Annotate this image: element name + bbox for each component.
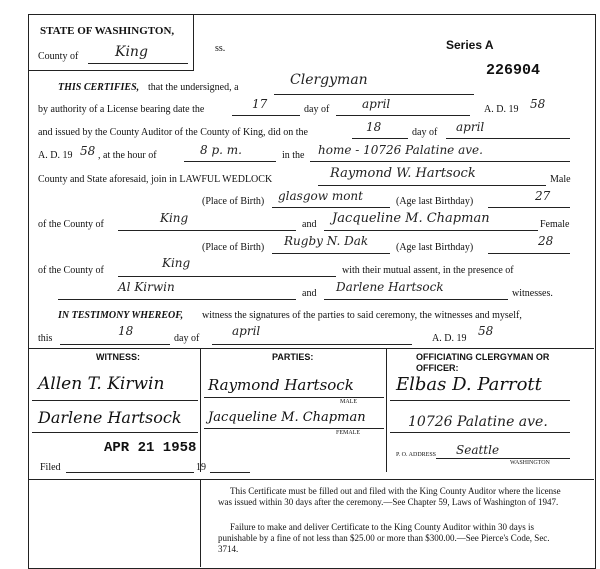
bride-birthplace-line [272, 253, 390, 254]
bride-age-label: (Age last Birthday) [396, 242, 474, 253]
ss-label: ss. [215, 43, 226, 54]
issued-month: april [456, 120, 485, 134]
officiant-title-line [274, 94, 474, 95]
party-sig1-line [204, 397, 384, 398]
party-signature-2: Jacqueline M. Chapman [208, 410, 366, 425]
day-of-label: day of [304, 104, 330, 115]
bride-county-label: of the County of [38, 265, 104, 276]
officiant-address-line [390, 432, 570, 433]
this-day: 18 [118, 324, 134, 338]
place-line [310, 161, 570, 162]
testimony-lead: IN TESTIMONY WHEREOF, [58, 310, 184, 321]
this-month: april [232, 324, 261, 338]
col-divider-1 [200, 348, 201, 472]
this-day-line [60, 344, 170, 345]
issued-day: 18 [366, 120, 382, 134]
parties-header: PARTIES: [272, 352, 314, 362]
ad2-label: A. D. 19 [38, 150, 73, 161]
male-sig-label: MALE [340, 399, 357, 405]
license-month-line [336, 115, 470, 116]
state-label: STATE OF WASHINGTON, [40, 25, 175, 37]
issued-month-line [446, 138, 570, 139]
issued-text: and issued by the County Auditor of the County of King, did on the [38, 127, 308, 138]
witness2-name: Darlene Hartsock [336, 280, 444, 294]
county-label: County of [38, 51, 79, 62]
witness-sig1-line [32, 400, 198, 401]
officiant-sig-line [390, 400, 570, 401]
footer-note-2: Failure to make and deliver Certificate to the King County Auditor within 30 days is punishable by a fine of not less than $25.00 or more than $300.00.—See Pierce's Code, Sec. 3714. [218, 522, 550, 554]
bride-county: King [162, 256, 191, 270]
in-the-label: in the [282, 150, 305, 161]
issued-day-of: day of [412, 127, 438, 138]
license-month: april [362, 97, 391, 111]
this-month-line [212, 344, 412, 345]
officiant-header: OFFICIATING CLERGYMAN OR OFFICER: [416, 352, 550, 373]
witness-signature-1: Allen T. Kirwin [38, 374, 165, 394]
groom-county-label: of the County of [38, 219, 104, 230]
groom-name-line [318, 185, 546, 186]
bride-name: Jacqueline M. Chapman [332, 211, 490, 226]
and-label: and [302, 219, 317, 230]
groom-name: Raymond W. Hartsock [330, 166, 476, 181]
male-label: Male [550, 174, 571, 185]
testimony-rest: witness the signatures of the parties to said ceremony, the witnesses and myself, [202, 310, 522, 321]
bride-county-line [118, 276, 336, 277]
county-line [88, 63, 188, 64]
ad-label: A. D. 19 [484, 104, 519, 115]
this-year: 58 [478, 324, 494, 338]
witness-header: WITNESS: [96, 352, 140, 362]
groom-county: King [160, 211, 189, 225]
ad3-label: A. D. 19 [432, 333, 467, 344]
bride-age: 28 [538, 234, 554, 248]
officiant-city: Seattle [456, 443, 500, 457]
po-address-label: P. O. ADDRESS [396, 452, 437, 458]
and2-label: and [302, 288, 317, 299]
hour-line [184, 161, 276, 162]
ceremony-year: 58 [80, 144, 96, 158]
officiant-title: Clergyman [290, 72, 368, 88]
county-value: King [115, 44, 148, 60]
license-day: 17 [252, 97, 268, 111]
bride-age-line [488, 253, 570, 254]
issued-day-line [352, 138, 408, 139]
witness1-name: Al Kirwin [118, 280, 175, 294]
female-sig-label: FEMALE [336, 430, 360, 436]
groom-county-line [118, 230, 296, 231]
footer-note-1: This Certificate must be filled out and filed with the King County Auditor where the license was issued within 30 days after the ceremony.—See Chapter 59, Laws of Washington of 1947. [218, 486, 561, 507]
bride-birth-label: (Place of Birth) [202, 242, 265, 253]
bride-name-line [324, 230, 538, 231]
witness-sig2-line [32, 432, 198, 433]
filed-line [66, 472, 194, 473]
state-sig-label: WASHINGTON [510, 460, 550, 466]
party-signature-1: Raymond Hartsock [208, 376, 354, 394]
officiant-city-line [436, 458, 570, 459]
mutual-text: with their mutual assent, in the presence of [342, 265, 514, 276]
witnesses-label: witnesses. [512, 288, 553, 299]
col-divider-2 [386, 348, 387, 472]
sig-table-top [28, 348, 594, 349]
witness1-line [58, 299, 296, 300]
county-state-text: County and State aforesaid, join in LAWFUL WEDLOCK [38, 174, 273, 185]
witness-signature-2: Darlene Hartsock [38, 408, 182, 427]
filed-stamp: APR 21 1958 [104, 440, 197, 456]
groom-age-line [488, 207, 570, 208]
filed-year: 19 [196, 462, 206, 473]
hour-text: , at the hour of [98, 150, 157, 161]
officiant-signature: Elbas D. Parrott [396, 374, 542, 395]
filed-label: Filed [40, 462, 61, 473]
officiant-address: 10726 Palatine ave. [408, 414, 548, 430]
groom-birthplace-line [272, 207, 390, 208]
license-day-line [232, 115, 300, 116]
female-label: Female [540, 219, 570, 230]
this-label: this [38, 333, 53, 344]
hour-value: 8 p. m. [200, 143, 242, 157]
groom-birthplace: glasgow mont [278, 189, 363, 203]
witness2-line [324, 299, 508, 300]
filed-year-line [210, 472, 250, 473]
day-of3-label: day of [174, 333, 200, 344]
groom-age: 27 [535, 189, 551, 203]
license-year: 58 [530, 97, 546, 111]
party-sig2-line [204, 428, 384, 429]
bride-birthplace: Rugby N. Dak [284, 234, 369, 248]
groom-birth-label: (Place of Birth) [202, 196, 265, 207]
license-text: by authority of a License bearing date the [38, 104, 205, 115]
series-label: Series A [446, 38, 494, 52]
footer-divider [200, 479, 201, 567]
certifies-rest: that the undersigned, a [148, 82, 239, 93]
place-value: home - 10726 Palatine ave. [318, 143, 483, 157]
certificate-number: 226904 [486, 62, 541, 79]
certifies-lead: THIS CERTIFIES, [58, 82, 140, 93]
sig-table-bottom [28, 479, 594, 480]
groom-age-label: (Age last Birthday) [396, 196, 474, 207]
